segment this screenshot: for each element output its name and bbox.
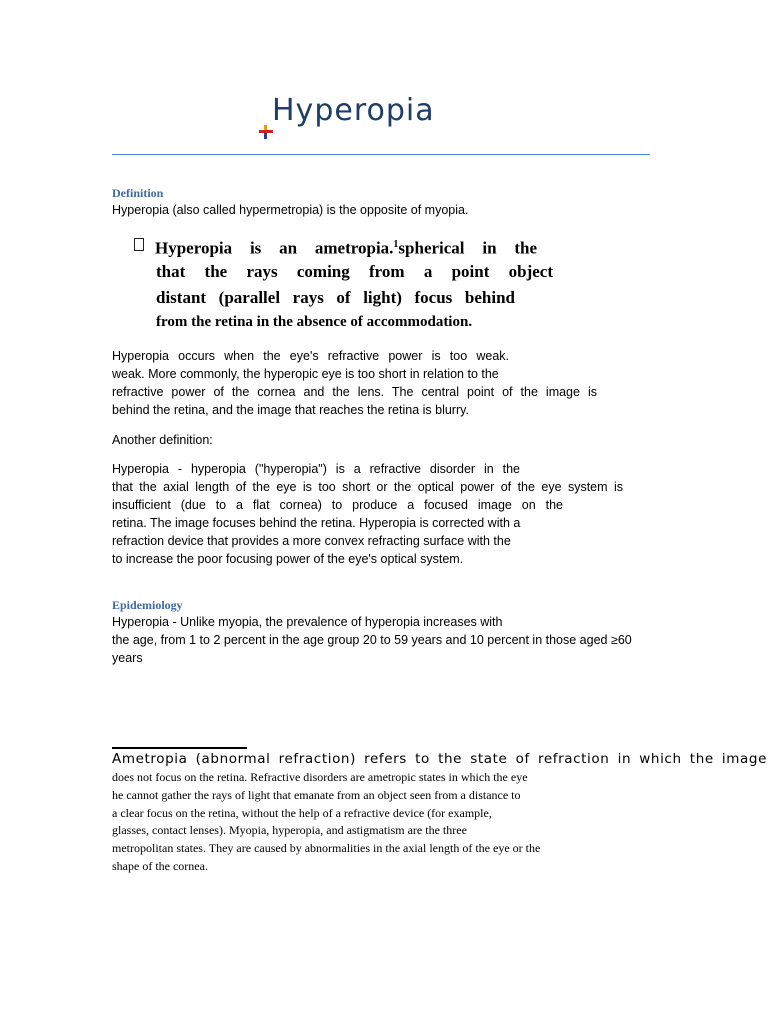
footnote-line: metropolitan states. They are caused by abnormalities in the axial length of the eye or the <box>112 841 541 856</box>
paragraph-line: the age, from 1 to 2 percent in the age group 20 to 59 years and 10 percent in those aged ≥60 <box>112 633 632 647</box>
another-definition-label: Another definition: <box>112 433 213 447</box>
paragraph-line: refraction device that provides a more convex refracting surface with the <box>112 534 511 548</box>
bullet-box-icon <box>134 238 144 251</box>
paragraph-line: Hyperopia occurs when the eye's refractive power is too weak. <box>112 349 509 363</box>
footnote-line: does not focus on the retina. Refractive disorders are ametropic states in which the eye <box>112 770 528 784</box>
paragraph-line: retina. The image focuses behind the retina. Hyperopia is corrected with a <box>112 516 521 530</box>
epidemiology-text <box>112 613 632 667</box>
title-divider <box>112 154 650 155</box>
footnote-line: glasses, contact lenses). Myopia, hyperopia, and astigmatism are the three <box>112 823 467 838</box>
paragraph-line: years <box>112 651 143 665</box>
footnote-marker[interactable]: 1 <box>393 239 399 250</box>
callout-line-3-text: distant (parallel rays of light) focus behind <box>156 288 515 307</box>
footnote-first-line: Ametropia (abnormal refraction) refers to the state of refraction in which the image <box>112 751 767 767</box>
callout-line-1-start: Hyperopia is an ametropia. <box>155 238 394 258</box>
definition-heading: Definition <box>112 186 164 200</box>
paragraph-line: weak. More commonly, the hyperopic eye is too short in relation to the <box>112 367 499 381</box>
paragraph-line: Hyperopia - hyperopia ("hyperopia") is a refractive disorder in the <box>112 462 520 476</box>
callout-line-3 <box>156 288 515 308</box>
document-title: Hyperopia <box>272 93 435 128</box>
callout-line-4-text: from the retina in the absence of accommodation. <box>156 314 473 330</box>
paragraph-line: behind the retina, and the image that reaches the retina is blurry. <box>112 403 469 417</box>
definition-text: Hyperopia (also called hypermetropia) is the opposite of myopia. <box>112 203 469 217</box>
paragraph-line: insufficient (due to a flat cornea) to produce a focused image on the <box>112 498 563 512</box>
callout-line-2-text: that the rays coming from a point object <box>156 262 553 281</box>
paragraph-line: that the axial length of the eye is too short or the optical power of the eye system is <box>112 480 623 494</box>
footnote-line: a clear focus on the retina, without the help of a refractive device (for example, <box>112 805 492 820</box>
epidemiology-heading: Epidemiology <box>112 598 183 612</box>
callout-line-4 <box>156 313 472 331</box>
paragraph-line: Hyperopia - Unlike myopia, the prevalence of hyperopia increases with <box>112 615 503 629</box>
callout-line-2 <box>156 262 553 282</box>
callout-line-1-end: spherical in the <box>398 238 537 258</box>
paragraph-another-definition <box>112 460 623 568</box>
footnote-line: shape of the cornea. <box>112 858 208 873</box>
paragraph-line: to increase the poor focusing power of the eye's optical system. <box>112 552 464 566</box>
footnote-body <box>112 769 540 876</box>
footnote-line: he cannot gather the rays of light that emanate from an object seen from a distance to <box>112 787 521 802</box>
paragraph-refractive-power <box>112 347 597 419</box>
footnote-separator <box>112 747 247 749</box>
paragraph-line: refractive power of the cornea and the lens. The central point of the image is <box>112 385 597 399</box>
callout-line-1 <box>155 235 537 259</box>
